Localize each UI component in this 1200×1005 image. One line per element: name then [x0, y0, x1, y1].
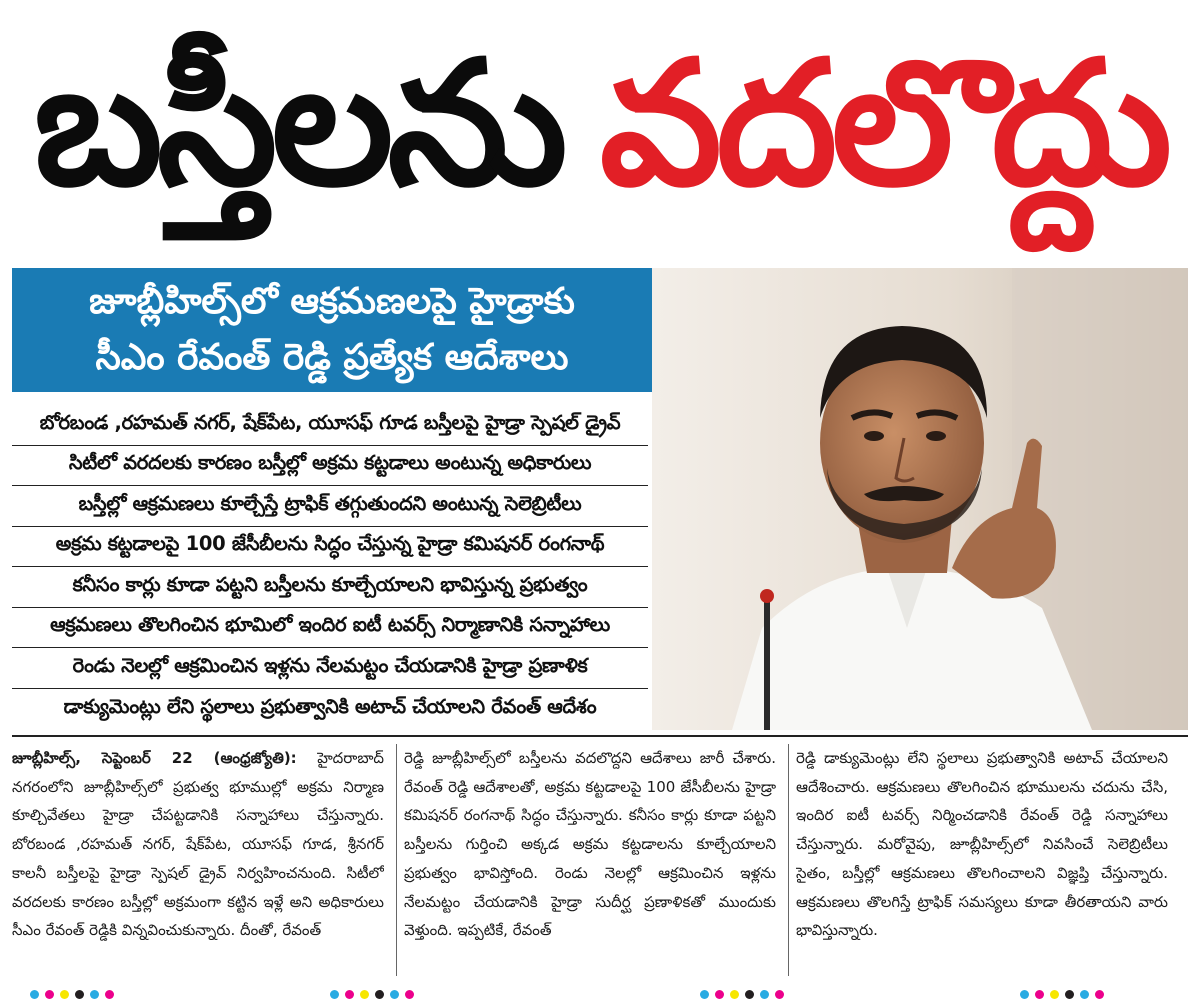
registration-dot	[390, 990, 399, 999]
registration-dot	[1065, 990, 1074, 999]
subhead-line-2: సీఎం రేవంత్ రెడ్డి ప్రత్యేక ఆదేశాలు	[95, 337, 569, 378]
cm-photo	[652, 268, 1188, 730]
bullet-item: బోరబండ ,రహమత్ నగర్, షేక్‌పేట, యూసఫ్ గూడ బస్తీలపై హైడ్రా స్పెషల్ డ్రైవ్	[12, 405, 648, 446]
bullet-item: ఆక్రమణలు తొలగించిన భూమిలో ఇందిర ఐటీ టవర్స్ నిర్మాణానికి సన్నాహాలు	[12, 608, 648, 649]
registration-dot	[1035, 990, 1044, 999]
registration-dot	[60, 990, 69, 999]
registration-dot	[715, 990, 724, 999]
registration-dot	[375, 990, 384, 999]
body-column-3	[796, 744, 1168, 980]
body-column-1	[12, 744, 384, 980]
headline	[0, 0, 1200, 248]
bullet-item: సిటీలో వరదలకు కారణం బస్తీల్లో అక్రమ కట్టడాలు అంటున్న అధికారులు	[12, 446, 648, 487]
registration-dot	[90, 990, 99, 999]
bullet-item: అక్రమ కట్టడాలపై 100 జేసీబీలను సిద్ధం చేస్తున్న హైడ్రా కమిషనర్ రంగనాథ్	[12, 527, 648, 568]
bullet-item: డాక్యుమెంట్లు లేని స్థలాలు ప్రభుత్వానికి అటాచ్ చేయాలని రేవంత్ ఆదేశం	[63, 694, 597, 718]
headline-part1: బస్తీలను	[33, 23, 562, 224]
column-divider	[396, 744, 397, 976]
registration-dot	[75, 990, 84, 999]
registration-dot	[1080, 990, 1089, 999]
column-divider	[788, 744, 789, 976]
body-text: రెడ్డి జూబ్లీహిల్స్‌లో బస్తీలను వదలొద్దని ఆదేశాలు జారీ చేశారు. రేవంత్ రెడ్డి ఆదేశాలతో, అక్రమ కట్టడాలపై 100 జేసీబీలను హైడ్రా కమిషనర్ రంగనాథ్ సిద్ధం చేస్తున్నారు. కనీసం కార్లు కూడా పట్టని బస్తీలను గుర్తించి అక్కడ అక్రమ కట్టడాలను కూల్చేయాలని ప్రభుత్వం భావిస్తోంది. రెండు నెలల్లో ఆక్రమించిన ఇళ్లను నేలమట్టం చేయడానికి హైడ్రా సుదీర్ఘ ప్రణాళికతో ముందుకు వెళ్తుంది. ఇప్పటికే, రేవంత్	[404, 749, 776, 940]
body-column-2	[404, 744, 776, 980]
section-divider	[12, 735, 1188, 737]
bullet-item: రెండు నెలల్లో ఆక్రమించిన ఇళ్లను నేలమట్టం చేయడానికి హైడ్రా ప్రణాళిక	[12, 648, 648, 689]
bullet-item: బస్తీల్లో ఆక్రమణలు కూల్చేస్తే ట్రాఫిక్ తగ్గుతుందని అంటున్న సెలెబ్రిటీలు	[12, 486, 648, 527]
print-registration-marks	[30, 990, 114, 1000]
registration-dot	[360, 990, 369, 999]
registration-dot	[1050, 990, 1059, 999]
body-text: హైదరాబాద్ నగరంలోని జూబ్లీహిల్స్‌లో ప్రభుత్వ భూముల్లో అక్రమ నిర్మాణ కూల్చివేతలు హైడ్రా చేపట్టడానికి సన్నాహాలు చేస్తున్నారు. బోరబండ ,రహమత్ నగర్, షేక్‌పేట, యూసఫ్ గూడ, శ్రీనగర్ కాలనీ బస్తీలపై హైడ్రా స్పెషల్ డ్రైవ్ నిర్వహించనుంది. సిటీలో వరదలకు కారణం బస్తీల్లో అక్రమంగా కట్టిన ఇళ్లే అని అధికారులు సీఎం రేవంత్ రెడ్డికి విన్నవించుకున్నారు. దీంతో, రేవంత్	[12, 749, 384, 940]
print-registration-marks	[330, 990, 414, 1000]
registration-dot	[1020, 990, 1029, 999]
registration-dot	[775, 990, 784, 999]
dateline: జూబ్లీహిల్స్, సెప్టెంబర్ 22 (ఆంధ్రజ్యోతి):	[12, 749, 297, 767]
registration-dot	[45, 990, 54, 999]
print-registration-marks	[700, 990, 784, 1000]
registration-dot	[745, 990, 754, 999]
registration-dot	[700, 990, 709, 999]
registration-dot	[1095, 990, 1104, 999]
body-text: రెడ్డి డాక్యుమెంట్లు లేని స్థలాలు ప్రభుత్వానికి అటాచ్ చేయాలని ఆదేశించారు. ఆక్రమణలు తొలగించిన భూములను చదును చేసి, ఇందిర ఐటీ టవర్స్ నిర్మించడానికి రేవంత్ రెడ్డి సన్నాహాలు చేస్తున్నారు. మరోవైపు, జూబ్లీహిల్స్‌లో నివసించే సెలెబ్రిటీలు సైతం, బస్తీల్లో ఆక్రమణలు తొలగించాలని విజ్ఞప్తి చేస్తున్నారు. ఆక్రమణలు తొలగిస్తే ట్రాఫిక్ సమస్యలు కూడా తీరతాయని వారు భావిస్తున్నారు.	[796, 749, 1168, 940]
registration-dot	[330, 990, 339, 999]
registration-dot	[30, 990, 39, 999]
bullet-item: కనీసం కార్లు కూడా పట్టని బస్తీలను కూల్చేయాలని భావిస్తున్న ప్రభుత్వం	[12, 567, 648, 608]
registration-dot	[345, 990, 354, 999]
subhead-line-1: జూబ్లీహిల్స్‌లో ఆక్రమణలపై హైడ్రాకు	[89, 281, 575, 322]
print-registration-marks	[1020, 990, 1104, 1000]
registration-dot	[760, 990, 769, 999]
subhead-box	[12, 268, 652, 392]
registration-dot	[105, 990, 114, 999]
bullet-list	[12, 405, 648, 729]
headline-part2: వదలొద్దు	[599, 23, 1167, 224]
registration-dot	[730, 990, 739, 999]
registration-dot	[405, 990, 414, 999]
